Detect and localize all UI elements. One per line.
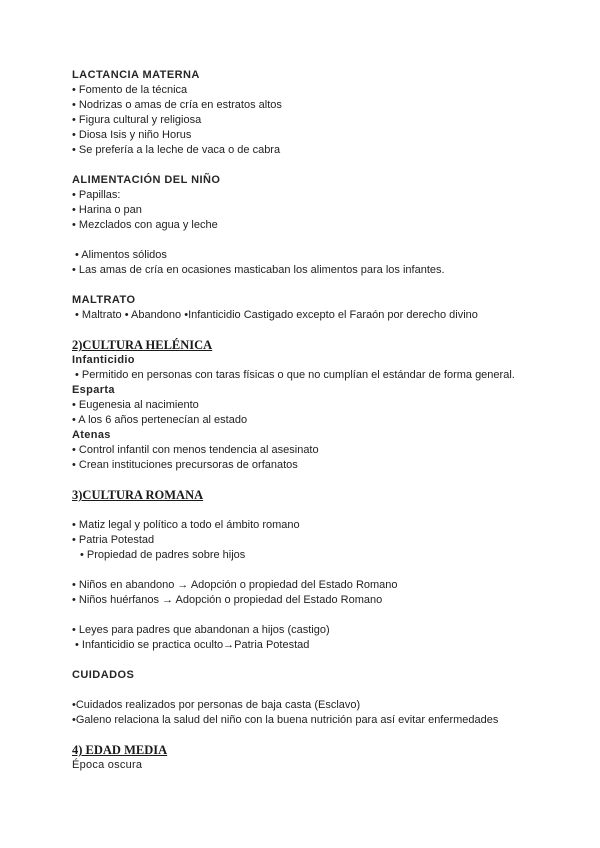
subheading-esparta: Esparta <box>72 384 115 396</box>
bullet-line: • Se prefería a la leche de vaca o de cabra <box>72 144 281 156</box>
bullet-line: • Alimentos sólidos <box>75 249 167 261</box>
blank-line <box>72 653 580 668</box>
bullet-line: • Infanticidio se practica oculto→Patria Potestad <box>75 639 310 651</box>
blank-line <box>72 683 580 698</box>
bullet-line: • Figura cultural y religiosa <box>72 114 202 126</box>
blank-line <box>72 278 580 293</box>
section-heading-maltrato: MALTRATO <box>72 294 136 306</box>
bullet-line: • Harina o pan <box>72 204 142 216</box>
blank-line <box>72 608 580 623</box>
bullet-line: • Propiedad de padres sobre hijos <box>80 549 246 561</box>
bullet-line: • Nodrizas o amas de cría en estratos altos <box>72 99 282 111</box>
bullet-line: • Crean instituciones precursoras de orfanatos <box>72 459 298 471</box>
section-heading-alimentacion: ALIMENTACIÓN DEL NIÑO <box>72 174 221 186</box>
blank-line <box>72 158 580 173</box>
section-heading-cuidados: CUIDADOS <box>72 669 135 681</box>
bullet-line: • Maltrato • Abandono •Infanticidio Castigado excepto el Faraón por derecho divino <box>75 309 478 321</box>
bullet-line: • Fomento de la técnica <box>72 84 188 96</box>
bullet-line: • Las amas de cría en ocasiones masticaban los alimentos para los infantes. <box>72 264 445 276</box>
section-heading-lactancia: LACTANCIA MATERNA <box>72 69 200 81</box>
blank-line <box>72 503 580 518</box>
bullet-line: •Galeno relaciona la salud del niño con la buena nutrición para así evitar enfermedades <box>72 714 499 726</box>
numbered-heading-cultura-romana: 3)CULTURA ROMANA <box>72 488 204 502</box>
bullet-line: • Control infantil con menos tendencia al asesinato <box>72 444 319 456</box>
bullet-line: •Cuidados realizados por personas de baja casta (Esclavo) <box>72 699 361 711</box>
blank-line <box>72 728 580 743</box>
bullet-line: • Niños en abandono → Adopción o propiedad del Estado Romano <box>72 579 398 591</box>
blank-line <box>72 563 580 578</box>
bullet-line: • Leyes para padres que abandonan a hijos (castigo) <box>72 624 330 636</box>
subheading-atenas: Atenas <box>72 429 111 441</box>
bullet-line: • Papillas: <box>72 189 121 201</box>
subheading-infanticidio: Infanticidio <box>72 354 135 366</box>
numbered-heading-edad-media: 4) EDAD MEDIA <box>72 743 168 757</box>
text-line-epoca-oscura: Época oscura <box>72 759 143 771</box>
bullet-line: • Niños huérfanos → Adopción o propiedad del Estado Romano <box>72 594 383 606</box>
bullet-line: • Mezclados con agua y leche <box>72 219 218 231</box>
bullet-line: • Patria Potestad <box>72 534 155 546</box>
blank-line <box>72 323 580 338</box>
bullet-line: • Diosa Isis y niño Horus <box>72 129 192 141</box>
bullet-line: • Eugenesia al nacimiento <box>72 399 199 411</box>
numbered-heading-cultura-helenica: 2)CULTURA HELÉNICA <box>72 338 213 352</box>
blank-line <box>72 233 580 248</box>
blank-line <box>72 473 580 488</box>
bullet-line: • Permitido en personas con taras físicas o que no cumplían el estándar de forma general. <box>75 369 515 381</box>
bullet-line: • A los 6 años pertenecían al estado <box>72 414 248 426</box>
bullet-line: • Matiz legal y político a todo el ámbito romano <box>72 519 300 531</box>
